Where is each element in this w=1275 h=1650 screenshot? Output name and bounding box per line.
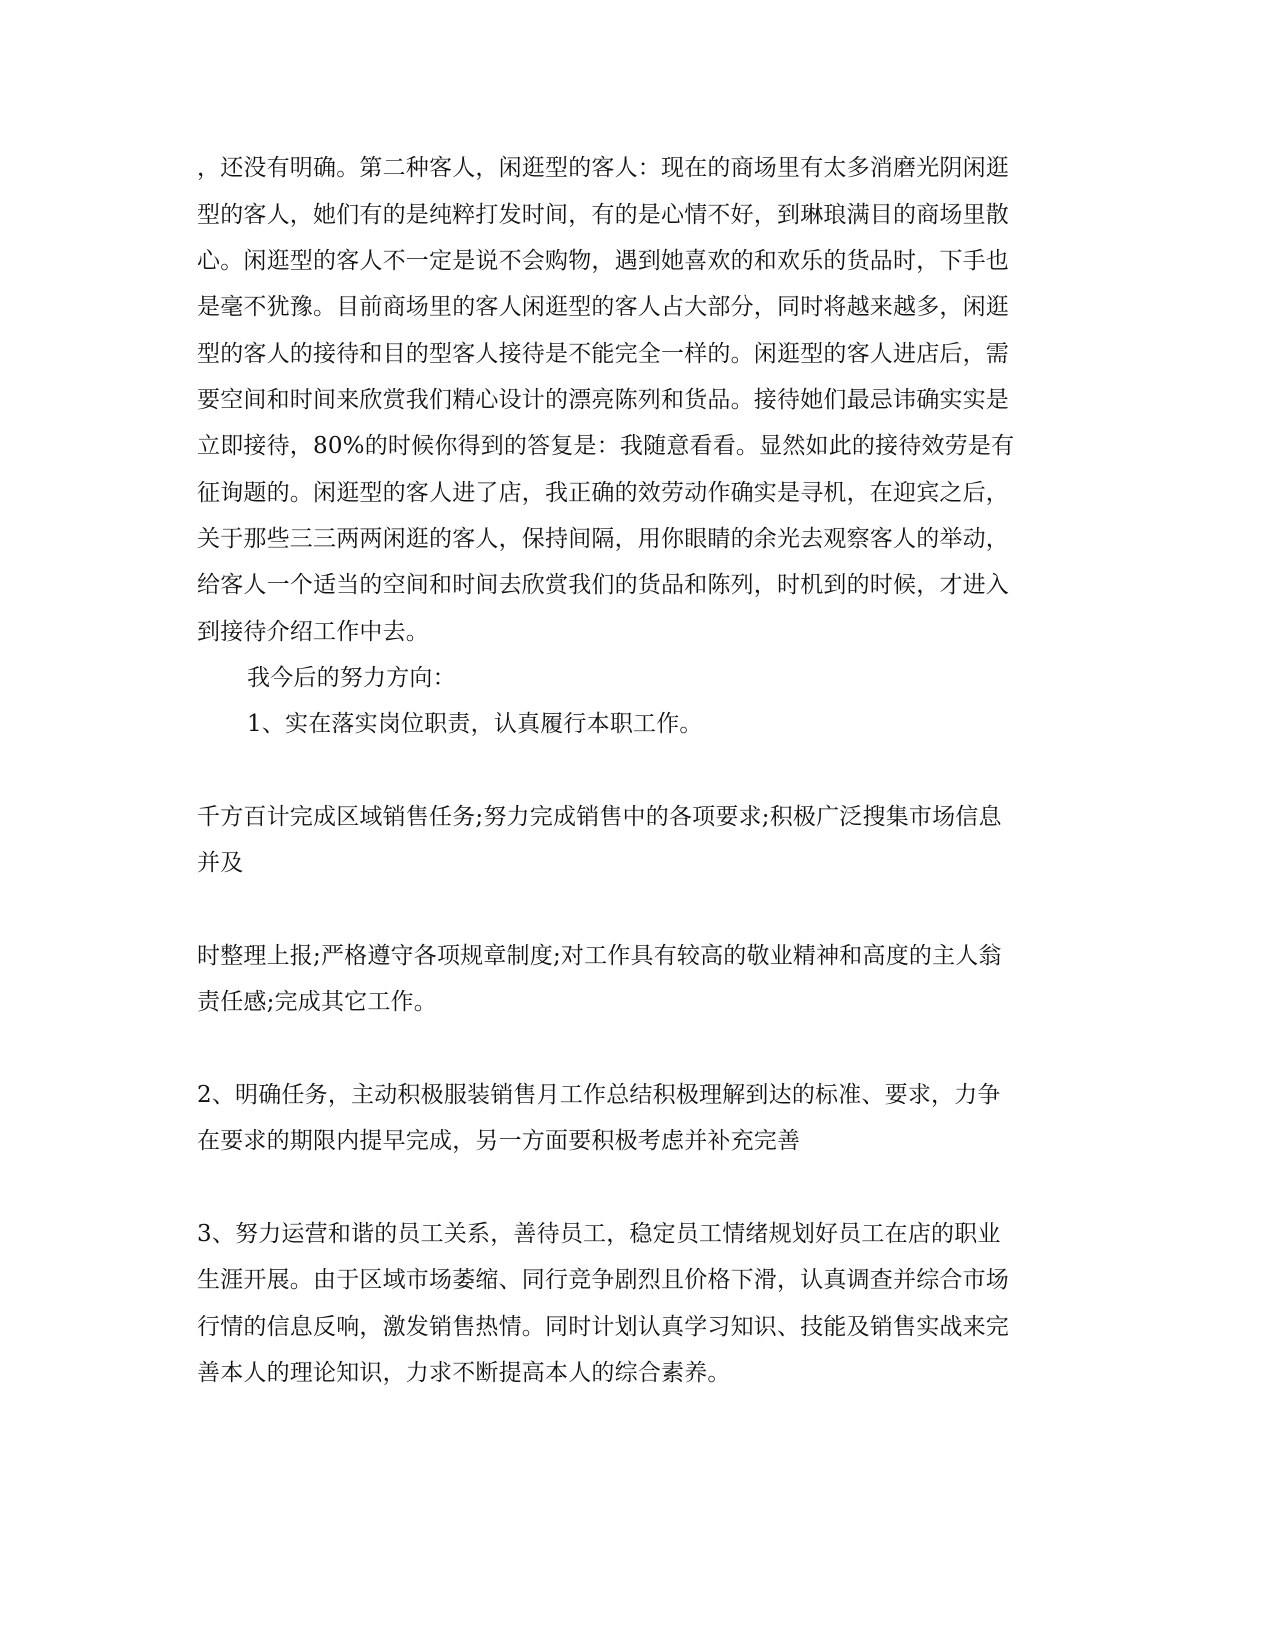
text-line: 在要求的期限内提早完成，另一方面要积极考虑并补充完善 (197, 1128, 801, 1154)
list-item-1: 1、实在落实岗位职责，认真履行本职工作。 (247, 711, 703, 737)
text-line: 生涯开展。由于区域市场萎缩、同行竞争剧烈且价格下滑，认真调查并综合市场 (197, 1267, 1009, 1293)
text-line: 千方百计完成区域销售任务;努力完成销售中的各项要求;积极广泛搜集市场信息 (197, 804, 1002, 830)
text-line: 并及 (197, 850, 244, 876)
text-line: 征询题的。闲逛型的客人进了店，我正确的效劳动作确实是寻机，在迎宾之后， (197, 480, 1009, 506)
text-line: 立即接待，80%的时候你得到的答复是：我随意看看。显然如此的接待效劳是有 (197, 433, 1015, 459)
text-line: 2、明确任务，主动积极服装销售月工作总结积极理解到达的标准、要求，力争 (197, 1082, 1001, 1108)
text-line: 型的客人的接待和目的型客人接待是不能完全一样的。闲逛型的客人进店后，需 (197, 341, 1009, 367)
text-line: 3、努力运营和谐的员工关系，善待员工，稳定员工情绪规划好员工在店的职业 (197, 1221, 1001, 1247)
text-line: ，还没有明确。第二种客人，闲逛型的客人：现在的商场里有太多消磨光阴闲逛 (197, 155, 1009, 181)
text-line: 到接待介绍工作中去。 (197, 619, 429, 645)
text-line: 时整理上报;严格遵守各项规章制度;对工作具有较高的敬业精神和高度的主人翁 (197, 943, 1002, 969)
text-line: 关于那些三三两两闲逛的客人，保持间隔，用你眼睛的余光去观察客人的举动， (197, 526, 1009, 552)
section-heading: 我今后的努力方向： (247, 665, 456, 691)
text-line: 是毫不犹豫。目前商场里的客人闲逛型的客人占大部分，同时将越来越多，闲逛 (197, 294, 1009, 320)
text-line: 行情的信息反响，激发销售热情。同时计划认真学习知识、技能及销售实战来完 (197, 1314, 1009, 1340)
text-line: 责任感;完成其它工作。 (197, 989, 437, 1015)
text-line: 善本人的理论知识，力求不断提高本人的综合素养。 (197, 1360, 731, 1386)
text-line: 给客人一个适当的空间和时间去欣赏我们的货品和陈列，时机到的时候，才进入 (197, 572, 1009, 598)
text-line: 型的客人，她们有的是纯粹打发时间，有的是心情不好，到琳琅满目的商场里散 (197, 202, 1009, 228)
text-line: 要空间和时间来欣赏我们精心设计的漂亮陈列和货品。接待她们最忌讳确实实是 (197, 387, 1009, 413)
text-line: 心。闲逛型的客人不一定是说不会购物，遇到她喜欢的和欢乐的货品时，下手也 (197, 248, 1009, 274)
